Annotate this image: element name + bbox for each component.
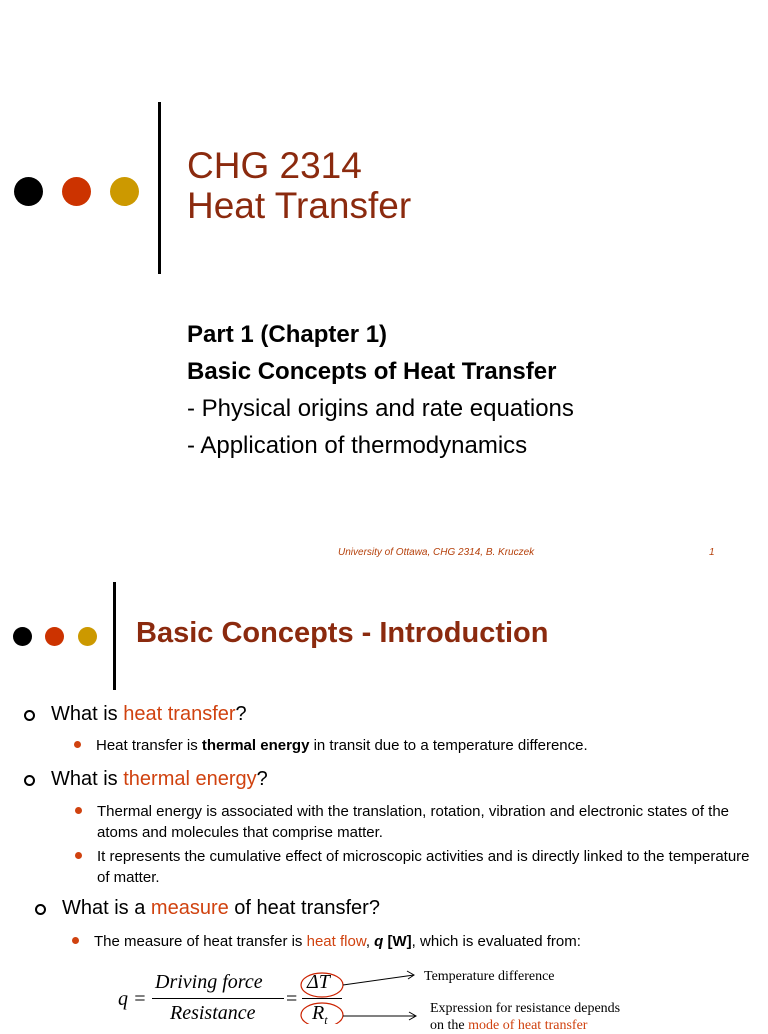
highlight-term: heat transfer	[123, 703, 236, 725]
red-dot-icon	[62, 177, 91, 206]
hollow-bullet-icon	[35, 904, 46, 915]
slide-subtitle	[187, 316, 574, 464]
gold-dot-icon	[78, 627, 97, 646]
arrow-head-icon	[409, 1012, 416, 1020]
topic-line-1: - Physical origins and rate equations	[187, 395, 574, 422]
hollow-bullet-icon	[24, 775, 35, 786]
topic-line-2: - Application of thermodynamics	[187, 432, 528, 459]
bullet-icon	[74, 741, 81, 748]
black-dot-icon	[13, 627, 32, 646]
gold-dot-icon	[110, 177, 139, 206]
equation-lhs: q =	[118, 988, 147, 1010]
fraction-bar	[152, 998, 284, 999]
page-number: 1	[709, 547, 715, 558]
equation-numerator: Driving force	[155, 971, 263, 993]
fraction-bar	[302, 998, 342, 999]
equation-denominator-2: $R_t$	[312, 1002, 328, 1027]
part-label: Part 1 (Chapter 1)	[187, 321, 388, 348]
highlight-term: heat flow	[306, 933, 366, 950]
course-name: Heat Transfer	[187, 185, 412, 226]
red-dot-icon	[45, 627, 64, 646]
slide-title: Basic Concepts - Introduction	[136, 617, 549, 649]
black-dot-icon	[14, 177, 43, 206]
highlight-term: mode of heat transfer	[468, 1018, 588, 1033]
highlight-term: thermal energy	[123, 768, 257, 790]
vertical-divider	[158, 102, 161, 274]
thermal-energy-note: It represents the cumulative effect of microscopic activities and is directly linked to the temperature of matter.	[97, 848, 750, 886]
heat-flow-definition: The measure of heat transfer is heat flow, q [W], which is evaluated from:	[94, 933, 581, 950]
question-measure: What is a measure of heat transfer?	[62, 897, 380, 919]
question-heat-transfer: What is heat transfer?	[51, 703, 247, 725]
footer-credit: University of Ottawa, CHG 2314, B. Kruczek	[338, 547, 535, 558]
course-code: CHG 2314	[187, 145, 362, 186]
arrow-line	[343, 975, 414, 985]
definition-thermal-energy: Thermal energy is associated with the translation, rotation, vibration and electronic states of the atoms and molecules that comprise matter.	[97, 803, 729, 841]
definition-heat-transfer: Heat transfer is thermal energy in transit due to a temperature difference.	[96, 737, 588, 754]
annotation-temperature: Temperature difference	[424, 969, 555, 984]
question-thermal-energy: What is thermal energy?	[51, 768, 268, 790]
equation-numerator-2: ΔT	[307, 971, 330, 993]
hollow-bullet-icon	[24, 710, 35, 721]
slide-title	[187, 146, 411, 226]
bullet-icon	[72, 937, 79, 944]
bullet-icon	[75, 807, 82, 814]
highlight-term: measure	[150, 897, 229, 919]
equals-sign: =	[286, 988, 298, 1010]
annotation-resistance: Expression for resistance depends on the mode of heat transfer	[430, 1001, 621, 1033]
equation-denominator: Resistance	[170, 1002, 256, 1024]
bullet-icon	[75, 852, 82, 859]
vertical-divider	[113, 582, 116, 690]
arrow-head-icon	[407, 971, 414, 979]
chapter-heading: Basic Concepts of Heat Transfer	[187, 358, 557, 385]
